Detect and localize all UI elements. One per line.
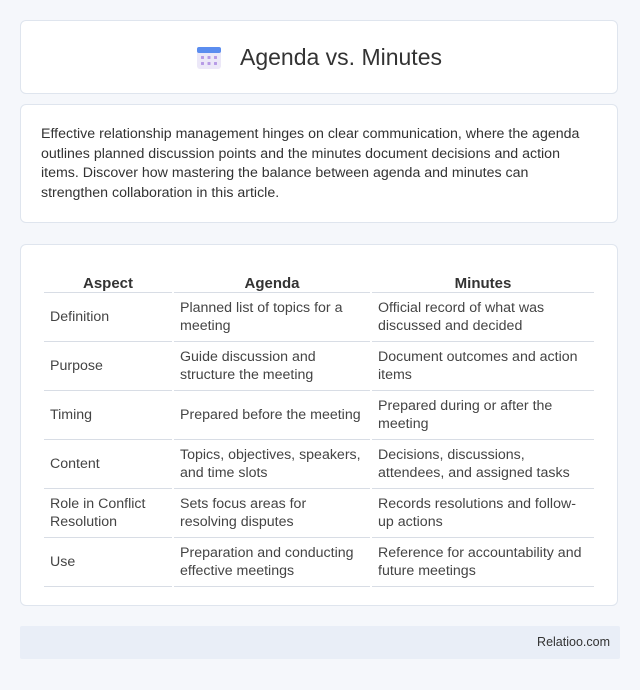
cell-aspect: Use [44,538,172,587]
cell-aspect: Content [44,440,172,489]
table-row [44,489,594,538]
calendar-icon [196,44,222,70]
cell-agenda: Topics, objectives, speakers, and time slots [174,440,370,489]
header-minutes: Minutes [372,265,594,293]
page-title: Agenda vs. Minutes [239,43,442,70]
table-row [44,342,594,391]
header-aspect: Aspect [44,265,172,293]
cell-minutes: Decisions, discussions, attendees, and assigned tasks [372,440,594,489]
cell-minutes: Document outcomes and action items [372,342,594,391]
cell-aspect: Role in Conflict Resolution [44,489,172,538]
cell-agenda: Preparation and conducting effective meetings [174,538,370,587]
intro-card [20,104,618,223]
cell-minutes: Records resolutions and follow-up actions [372,489,594,538]
table-row [44,391,594,440]
comparison-table [42,265,596,587]
cell-aspect: Purpose [44,342,172,391]
cell-aspect: Definition [44,293,172,342]
cell-agenda: Planned list of topics for a meeting [174,293,370,342]
table-row [44,293,594,342]
header-agenda: Agenda [174,265,370,293]
footer [20,626,620,659]
comparison-card [20,244,618,606]
title-wrap [196,44,442,71]
cell-agenda: Guide discussion and structure the meeting [174,342,370,391]
table-row [44,440,594,489]
cell-minutes: Official record of what was discussed and decided [372,293,594,342]
cell-agenda: Sets focus areas for resolving disputes [174,489,370,538]
cell-minutes: Reference for accountability and future meetings [372,538,594,587]
cell-minutes: Prepared during or after the meeting [372,391,594,440]
cell-aspect: Timing [44,391,172,440]
table-header-row [44,265,594,293]
cell-agenda: Prepared before the meeting [174,391,370,440]
footer-site-link[interactable]: Relatioo.com [537,635,610,649]
table-row [44,538,594,587]
title-card [20,20,618,94]
intro-text: Effective relationship management hinges on clear communication, where the agenda outlines planned discussion points and the minutes document decisions and action items. Discover how mastering the balance between agenda and minutes can strengthen collaboration in this article. [41,126,580,201]
